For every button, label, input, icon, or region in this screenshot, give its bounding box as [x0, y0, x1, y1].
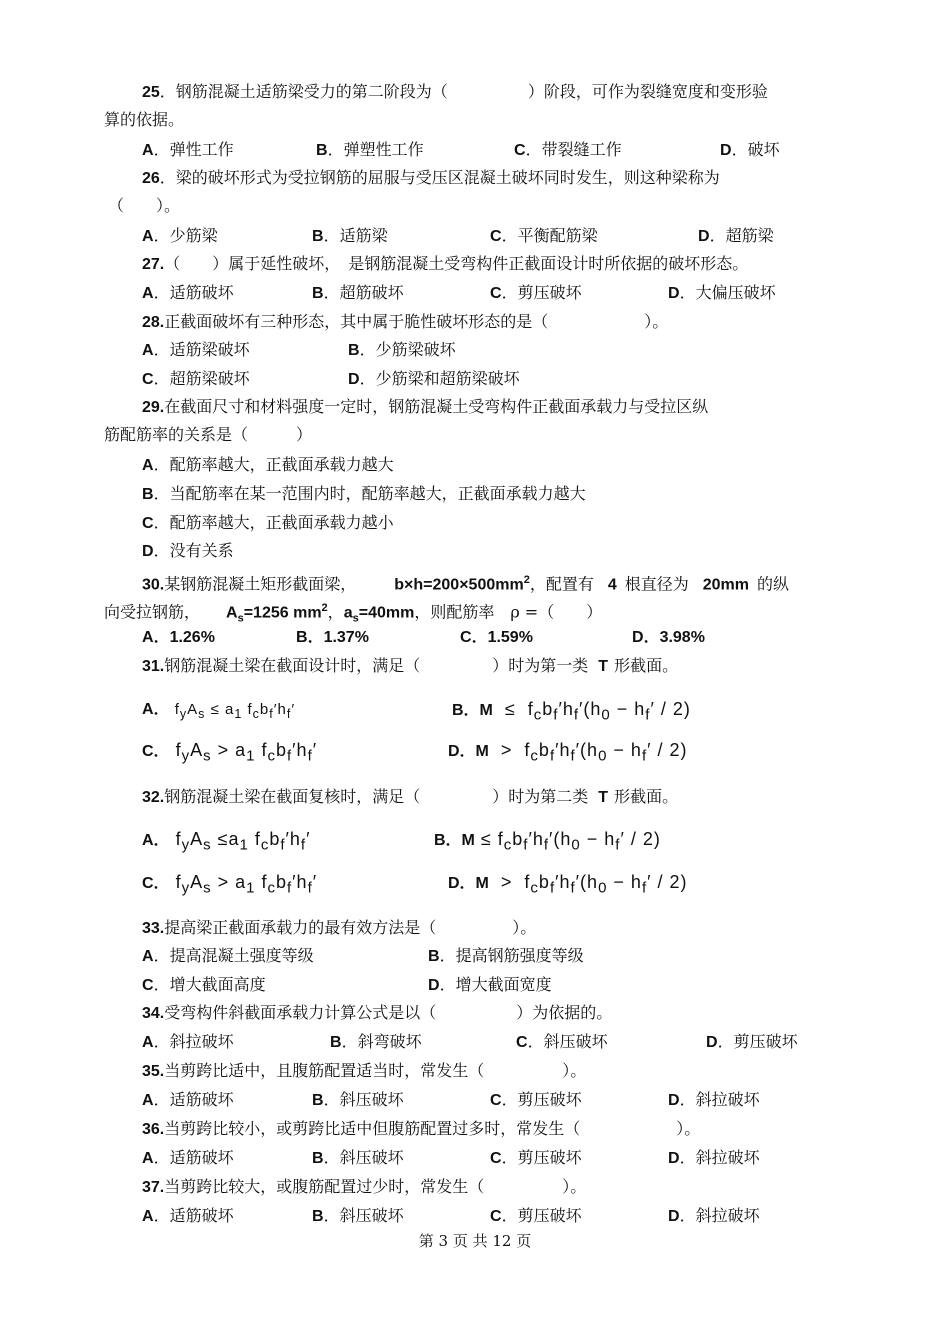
- option-b: B．适筋梁: [312, 226, 388, 245]
- page-footer: 第 3 页 共 12 页: [418, 1232, 532, 1250]
- stem-text: 当剪跨比较大，或腹筋配置过少时，常发生（: [164, 1177, 485, 1196]
- option-a: A．提高混凝土强度等级: [142, 946, 314, 965]
- option-b: B．斜压破坏: [312, 1206, 404, 1225]
- question-29-stem: [142, 397, 708, 418]
- bar-count: 4: [607, 576, 617, 594]
- stem-text: ，: [327, 602, 344, 622]
- option-b: B．当配筋率在某一范围内时，配筋率越大，正截面承载力越大: [142, 484, 586, 503]
- option-c: C．斜压破坏: [516, 1032, 608, 1051]
- stem-text: ）为依据的。: [516, 1003, 613, 1022]
- bar-diameter: 20mm: [702, 576, 749, 594]
- question-32-stem: [142, 787, 678, 808]
- option-c: C．剪压破坏: [490, 1090, 582, 1109]
- option-d: D．斜拉破坏: [668, 1090, 760, 1109]
- option-c: C．增大截面高度: [142, 975, 266, 994]
- option-a: A．适筋梁破坏: [142, 340, 250, 359]
- option-d-formula: D．$M > f_cb_f'h_f'(h_0 - h_f' / 2)$: [448, 740, 688, 765]
- question-28-stem: [142, 312, 668, 333]
- question-35-stem: [142, 1061, 586, 1082]
- question-number: 27.: [142, 256, 165, 273]
- stem-text: 形截面。: [614, 656, 679, 675]
- option-a: A．适筋破坏: [142, 1148, 234, 1167]
- option-b: B．1.37%: [296, 629, 369, 646]
- option-a: A．1.26%: [142, 629, 215, 646]
- stem-text: 钢筋混凝土梁在截面设计时，满足（: [164, 656, 421, 675]
- t-symbol: T: [598, 789, 609, 806]
- option-a: A．弹性工作: [142, 140, 234, 159]
- option-d: D．增大截面宽度: [428, 975, 552, 994]
- question-36-stem: [142, 1119, 700, 1140]
- stem-text: ）时为第二类: [492, 787, 589, 806]
- option-a-formula: A． $f_yA_s \le a_1$ $f_cb_f'h_f'$: [142, 701, 296, 721]
- stem-text: 提高梁正截面承载力的最有效方法是（: [164, 918, 437, 937]
- option-b: B．提高钢筋强度等级: [428, 946, 584, 965]
- option-a: A．斜拉破坏: [142, 1032, 234, 1051]
- question-27-stem: [142, 254, 748, 275]
- stem-text: ）。: [562, 1061, 587, 1080]
- option-b: B．斜压破坏: [312, 1090, 404, 1109]
- t-symbol: T: [598, 658, 609, 675]
- superscript: 2: [523, 574, 530, 586]
- option-d: D．剪压破坏: [706, 1032, 798, 1051]
- stem-text: 某钢筋混凝土矩形截面梁，: [164, 574, 357, 594]
- as-cover-value: =40mm: [358, 604, 415, 622]
- option-d: D．超筋梁: [698, 226, 774, 245]
- stem-text: 正截面破坏有三种形态，其中属于脆性破坏形态的是（: [164, 312, 549, 331]
- stem-text: 受弯构件斜截面承载力计算公式是以（: [164, 1003, 437, 1022]
- question-25-stem-cont: 算的依据。: [104, 110, 185, 129]
- option-d: D．破坏: [720, 140, 780, 159]
- option-a-formula: A． $f_yA_s \le a_1$ $f_cb_f'h_f'$: [142, 829, 311, 854]
- stem-text: ）时为第一类: [492, 656, 589, 675]
- stem-text: ．钢筋混凝土适筋梁受力的第二阶段为（: [159, 82, 448, 101]
- as-symbol: A: [226, 604, 238, 622]
- question-25-stem: [142, 82, 768, 103]
- stem-text: ，则配筋率 ρ =（ ）: [414, 602, 603, 622]
- question-number: 33.: [142, 920, 165, 937]
- question-30-stem-cont: [104, 598, 602, 629]
- stem-text: 在截面尺寸和材料强度一定时，钢筋混凝土受弯构件正截面承载力与受拉区纵: [164, 397, 709, 416]
- stem-text: 向受拉钢筋，: [104, 602, 201, 622]
- stem-text: ）阶段，可作为裂缝宽度和变形验: [527, 82, 768, 101]
- question-number: 37.: [142, 1179, 165, 1196]
- option-c: C．剪压破坏: [490, 1206, 582, 1225]
- option-a: A．适筋破坏: [142, 1090, 234, 1109]
- stem-text: ）。: [644, 312, 669, 331]
- stem-text: ）。: [512, 918, 537, 937]
- option-c-formula: C． $f_yA_s > a_1$ $f_cb_f'h_f'$: [142, 740, 318, 765]
- option-c: C．剪压破坏: [490, 283, 582, 302]
- question-number: 32.: [142, 789, 165, 806]
- option-d: D．3.98%: [632, 629, 705, 646]
- question-number: 31.: [142, 658, 165, 675]
- option-c: C．1.59%: [460, 629, 533, 646]
- question-number: 34.: [142, 1005, 165, 1022]
- option-c-formula: C． $f_yA_s > a_1$ $f_cb_f'h_f'$: [142, 872, 318, 897]
- option-c: C．配筋率越大，正截面承载力越小: [142, 513, 394, 532]
- question-33-stem: [142, 918, 536, 939]
- stem-text: 根直径为: [624, 574, 689, 594]
- superscript: 2: [321, 602, 328, 614]
- stem-text: 钢筋混凝土梁在截面复核时，满足（: [164, 787, 421, 806]
- option-b: B．弹塑性工作: [316, 140, 424, 159]
- question-31-stem: [142, 656, 678, 677]
- subscript: s: [237, 612, 244, 625]
- option-a: A．适筋破坏: [142, 1206, 234, 1225]
- beam-dimensions: b×h=200×500mm: [394, 576, 524, 594]
- question-number: 35.: [142, 1063, 165, 1080]
- option-d: D．斜拉破坏: [668, 1148, 760, 1167]
- as-cover-symbol: a: [343, 604, 353, 622]
- stem-text: 的纵: [757, 574, 790, 594]
- question-29-stem-cont: 筋配筋率的关系是（ ）: [104, 425, 313, 444]
- option-c: C．平衡配筋梁: [490, 226, 598, 245]
- option-c: C．剪压破坏: [490, 1148, 582, 1167]
- question-26-stem: [142, 168, 720, 189]
- option-b-formula: B．$M \le f_cb_f'h_f'(h_0 - h_f' / 2)$: [434, 829, 661, 854]
- question-number: 25: [142, 84, 160, 101]
- stem-text: ，配置有: [529, 574, 594, 594]
- option-d: D．斜拉破坏: [668, 1206, 760, 1225]
- option-b: B．斜弯破坏: [330, 1032, 422, 1051]
- stem-text: 当剪跨比适中，且腹筋配置适当时，常发生（: [164, 1061, 485, 1080]
- stem-text: ）。: [676, 1119, 701, 1138]
- question-number: 36.: [142, 1121, 165, 1138]
- stem-text: ．梁的破坏形式为受拉钢筋的屈服与受压区混凝土破坏同时发生，则这种梁称为: [159, 168, 720, 187]
- stem-text: ）。: [562, 1177, 587, 1196]
- option-a: A．配筋率越大，正截面承载力越大: [142, 455, 394, 474]
- question-number: 29.: [142, 399, 165, 416]
- subscript: s: [352, 612, 359, 625]
- option-b: B．斜压破坏: [312, 1148, 404, 1167]
- question-number: 28.: [142, 314, 165, 331]
- option-b-formula: B．$M \le f_cb_f'h_f'(h_0 - h_f' / 2)$: [452, 699, 691, 724]
- question-number: 30.: [142, 576, 165, 594]
- option-a: A．少筋梁: [142, 226, 218, 245]
- question-26-stem-cont: （ ）。: [108, 196, 181, 215]
- option-d: D．大偏压破坏: [668, 283, 776, 302]
- option-d: D．没有关系: [142, 541, 234, 560]
- question-37-stem: [142, 1177, 586, 1198]
- option-d: D．少筋梁和超筋梁破坏: [348, 369, 520, 388]
- question-number: 26: [142, 170, 160, 187]
- as-value: =1256 mm: [243, 604, 322, 622]
- question-34-stem: [142, 1003, 612, 1024]
- question-30-stem: [142, 570, 789, 595]
- stem-text: 形截面。: [614, 787, 679, 806]
- option-c: C．超筋梁破坏: [142, 369, 250, 388]
- option-b: B．超筋破坏: [312, 283, 404, 302]
- option-b: B．少筋梁破坏: [348, 340, 456, 359]
- option-c: C．带裂缝工作: [514, 140, 622, 159]
- option-a: A．适筋破坏: [142, 283, 234, 302]
- stem-text: 当剪跨比较小，或剪跨比适中但腹筋配置过多时，常发生（: [164, 1119, 581, 1138]
- stem-text: （ ）属于延性破坏， 是钢筋混凝土受弯构件正截面设计时所依据的破坏形态。: [164, 254, 749, 273]
- option-d-formula: D．$M > f_cb_f'h_f'(h_0 - h_f' / 2)$: [448, 872, 688, 897]
